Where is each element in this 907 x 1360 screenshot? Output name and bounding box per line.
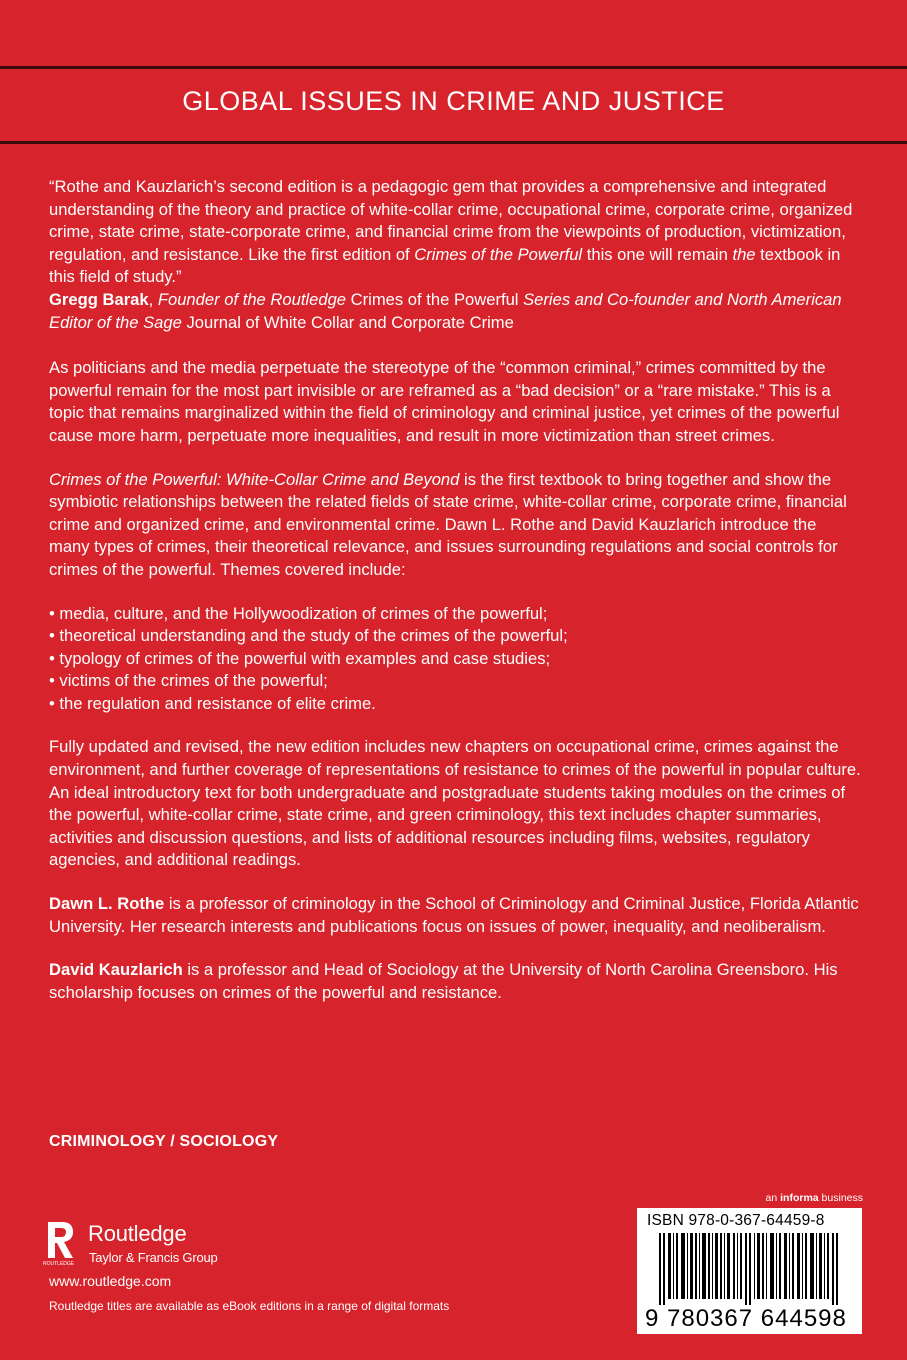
endorsement-quote xyxy=(49,176,861,334)
themes-list xyxy=(49,603,861,716)
isbn-barcode xyxy=(637,1208,862,1334)
endorser-role: Founder of the Routledge xyxy=(157,289,351,309)
publisher-logo xyxy=(40,1218,300,1268)
book-title: Crimes of the Powerful: White-Collar Crime and Beyond xyxy=(49,469,460,489)
list-item: • theoretical understanding and the study of the crimes of the powerful; xyxy=(49,625,861,648)
routledge-logo-icon xyxy=(40,1218,80,1268)
quote-part: textbook in this field of study.” xyxy=(49,244,841,287)
list-item: • the regulation and resistance of elite crime. xyxy=(49,693,861,716)
publisher-website[interactable]: www.routledge.com xyxy=(49,1273,172,1289)
description-paragraph-2 xyxy=(49,469,861,582)
quote-emphasis: the xyxy=(732,244,756,264)
logo-vertical-text: ROUTLEDGE xyxy=(43,1261,75,1267)
isbn-label: ISBN 978-0-367-64459-8 xyxy=(647,1212,825,1229)
author-bio-text: is a professor and Head of Sociology at the University of North Carolina Greensboro. His scholarship focuses on crimes of the powerful and resistance. xyxy=(49,960,838,1002)
quote-book-title: Crimes of the Powerful xyxy=(414,244,583,264)
ebook-note: Routledge titles are available as eBook editions in a range of digital formats xyxy=(49,1299,450,1313)
list-item: • victims of the crimes of the powerful; xyxy=(49,670,861,693)
author-bio-kauzlarich xyxy=(49,959,861,1004)
list-item: • typology of crimes of the powerful with examples and case studies; xyxy=(49,648,861,671)
description-paragraph-3: Fully updated and revised, the new edition includes new chapters on occupational crime, crimes against the environment, and further coverage of representations of resistance to crimes of the powerful in popular culture. An ideal introductory text for both undergraduate and postgraduate students taking modules on the crimes of the powerful, white-collar crime, state crime, and green criminology, this text includes chapter summaries, activities and discussion questions, and lists of additional resources including films, websites, regulatory agencies, and additional readings. xyxy=(49,737,861,870)
series-header xyxy=(0,0,907,150)
barcode-bars xyxy=(645,1233,855,1305)
author-name: David Kauzlarich xyxy=(49,960,183,980)
endorser-name: Gregg Barak xyxy=(49,289,149,309)
publisher-name: Routledge xyxy=(88,1221,187,1246)
publisher-group: Taylor & Francis Group xyxy=(89,1250,218,1265)
quote-part: “Rothe and Kauzlarich’s second edition is a pedagogic gem that provides a comprehensive and integrated understanding of the theory and practice of white-collar crime, occupational crime, corporate crime, organized crime, state crime, state-corporate crime, and financial crime from the viewpoints of production, victimization, regulation, and resistance. Like the first edition of xyxy=(49,177,853,264)
subject-category: CRIMINOLOGY / SOCIOLOGY xyxy=(49,1133,279,1150)
description-paragraph-1: As politicians and the media perpetuate the stereotype of the “common criminal,” crimes committed by the powerful remain for the most part invisible or are reframed as a “bad decision” or a “rare mistake.” This is a topic that remains marginalized within the field of criminology and criminal justice, yet crimes of the powerful cause more harm, perpetuate more inequalities, and result in more victimization than street crimes. xyxy=(49,358,840,445)
endorser-journal: Journal of White Collar and Corporate Crime xyxy=(186,312,514,332)
informa-suffix: business xyxy=(818,1192,863,1204)
informa-tagline xyxy=(766,1192,863,1204)
endorser-role: Series and Co-founder and North American Editor of the Sage xyxy=(49,289,842,332)
informa-brand: informa xyxy=(780,1192,819,1204)
header-divider-top xyxy=(0,66,907,69)
barcode-digits: 9 780367 644598 xyxy=(645,1305,847,1332)
author-bio-text: is a professor of criminology in the School of Criminology and Criminal Justice, Florida Atlantic University. Her research interests and publications focus on issues of power, inequality, and neoliberalism. xyxy=(49,894,859,936)
informa-prefix: an xyxy=(765,1192,781,1204)
series-title: GLOBAL ISSUES IN CRIME AND JUSTICE xyxy=(182,86,725,116)
quote-part: this one will remain xyxy=(582,244,733,264)
author-name: Dawn L. Rothe xyxy=(49,894,165,914)
description-text: is the first textbook to bring together and show the symbiotic relationships between the related fields of state crime, white-collar crime, corporate crime, financial crime and organized crime, and environmental crime. Dawn L. Rothe and David Kauzlarich introduce the many types of crimes, their theoretical relevance, and issues surrounding regulations and social controls for crimes of the powerful. Themes covered include: xyxy=(49,469,847,579)
author-bio-rothe xyxy=(49,893,861,938)
endorser-sep: , xyxy=(148,289,158,309)
back-cover-text xyxy=(49,176,861,1025)
header-divider-bottom xyxy=(0,141,907,144)
endorser-series: Crimes of the Powerful xyxy=(350,289,519,309)
list-item: • media, culture, and the Hollywoodization of crimes of the powerful; xyxy=(49,603,861,626)
